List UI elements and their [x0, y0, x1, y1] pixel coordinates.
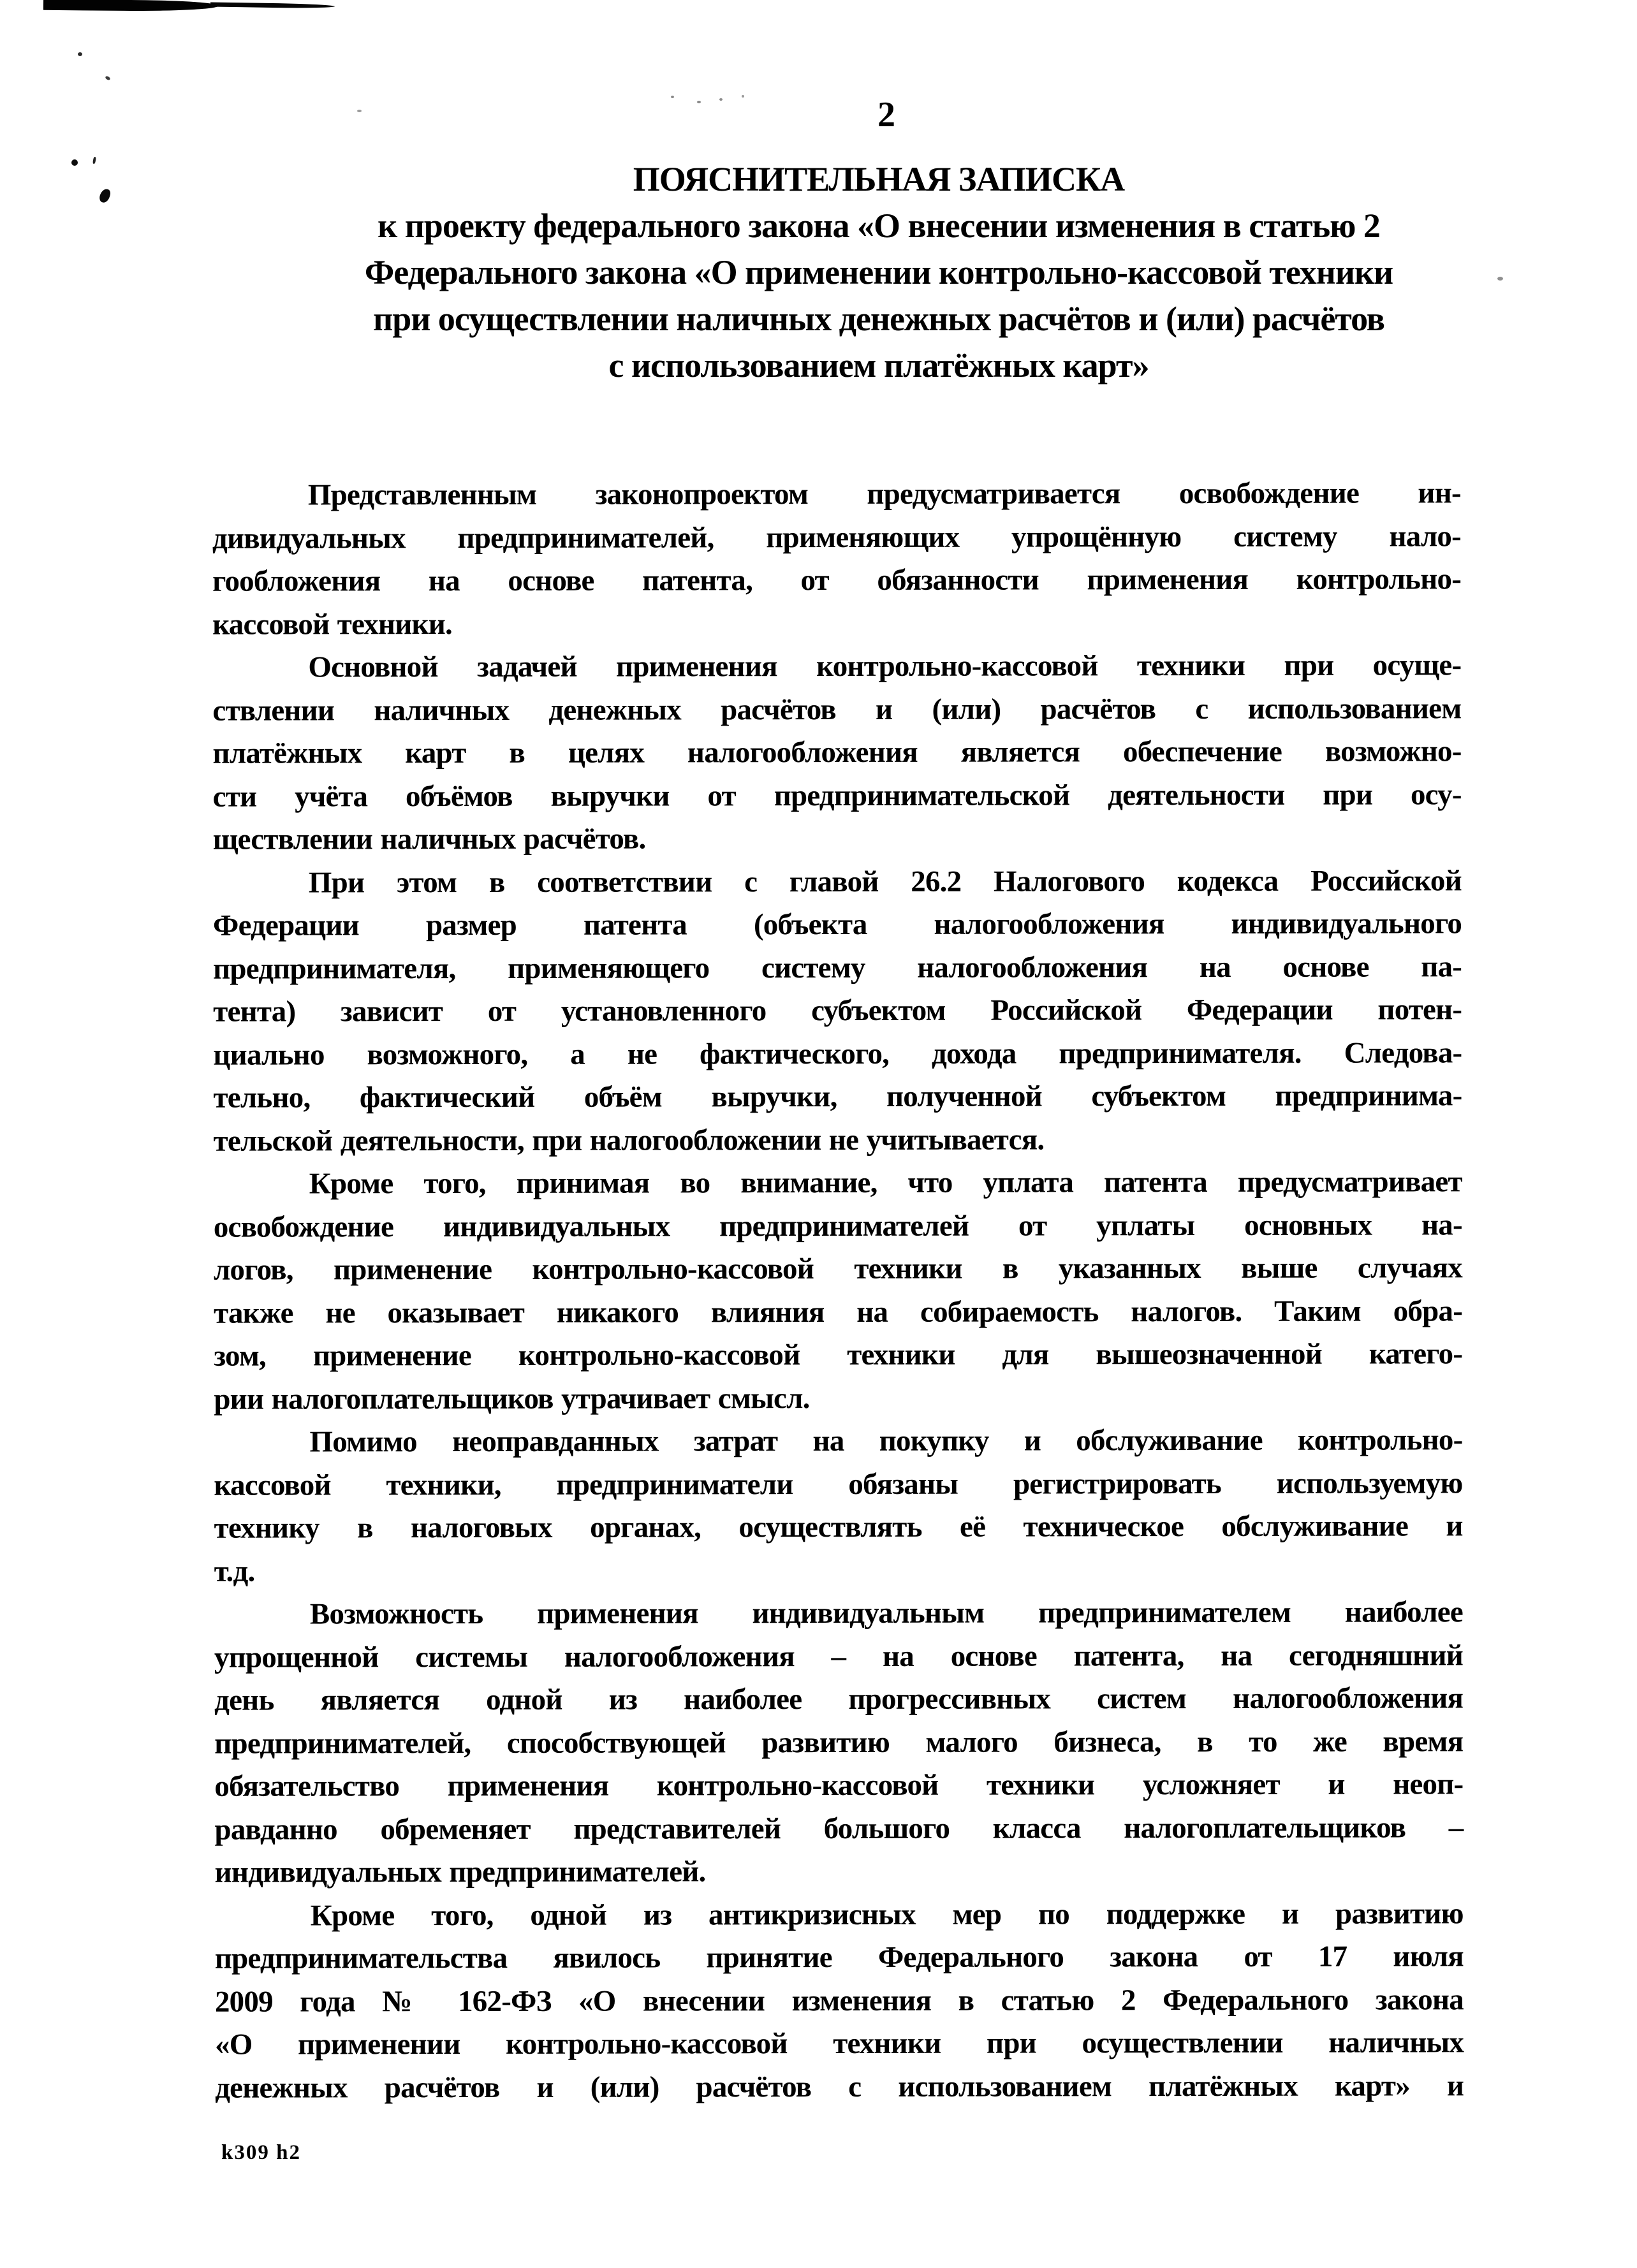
document-body	[212, 472, 1464, 2109]
body-line: циально возможного, а не фактического, дохода предпринимателя. Следова-	[213, 1035, 1462, 1072]
scan-speck	[719, 98, 723, 101]
title-line: с использованием платёжных карт»	[608, 346, 1149, 384]
body-line: «О применении контрольно-кассовой техники при осуществлении наличных	[215, 2026, 1464, 2061]
scan-speck	[697, 101, 701, 103]
body-line: технику в налоговых органах, осуществлять её техническое обслуживание и	[214, 1509, 1463, 1545]
scan-speck	[105, 75, 110, 80]
body-line: Представленным законопроектом предусматривается освобождение ин-	[307, 476, 1461, 512]
paragraph	[215, 1892, 1464, 2110]
page-number: 2	[877, 95, 895, 135]
body-line: Основной задачей применения контрольно-кассовой техники при осуще-	[308, 648, 1462, 684]
body-line: предпринимателя, применяющего систему налогообложения на основе па-	[213, 949, 1462, 986]
body-line: денежных расчётов и (или) расчётов с использованием платёжных карт» и	[215, 2068, 1464, 2105]
body-line: кассовой техники.	[212, 607, 453, 641]
body-line: платёжных карт в целях налогообложения является обеспечение возможно-	[212, 735, 1462, 770]
body-line: кассовой техники, предприниматели обязаны регистрировать используемую	[214, 1466, 1463, 1502]
scan-speck	[71, 159, 78, 166]
scan-speck	[98, 187, 112, 204]
body-line: день является одной из наиболее прогрессивных систем налогообложения	[214, 1681, 1464, 1717]
document-title	[254, 156, 1503, 389]
paragraph	[212, 644, 1462, 861]
body-line: тельно, фактический объём выручки, полученной субъектом предпринима-	[213, 1079, 1462, 1115]
scan-speck	[742, 95, 744, 98]
paragraph	[212, 472, 1461, 646]
body-line: Федерации размер патента (объекта налогообложения индивидуального	[212, 907, 1462, 942]
scan-artifact-streak	[210, 2, 335, 8]
body-line: зом, применение контрольно-кассовой техники для вышеозначенной катего-	[214, 1337, 1463, 1373]
body-line: предпринимателей, способствующей развитию малого бизнеса, в то же время	[214, 1724, 1464, 1760]
body-line: индивидуальных предпринимателей.	[214, 1855, 706, 1889]
body-line: тента) зависит от установленного субъектом Российской Федерации потен-	[213, 993, 1462, 1028]
body-line: Кроме того, принимая во внимание, что уплата патента предусматривает	[309, 1165, 1462, 1201]
body-line: также не оказывает никакого влияния на собираемость налогов. Таким обра-	[214, 1294, 1463, 1330]
body-line: освобождение индивидуальных предпринимателей от уплаты основных на-	[213, 1208, 1462, 1244]
body-line: Кроме того, одной из антикризисных мер по поддержке и развитию	[310, 1896, 1464, 1932]
paragraph	[214, 1591, 1464, 1894]
body-line: равданно обременяет представителей большого класса налогоплательщиков –	[214, 1810, 1464, 1847]
scan-speck	[78, 52, 82, 56]
body-line: предпринимательства явилось принятие Федерального закона от 17 июля	[214, 1940, 1464, 1975]
body-line: логов, применение контрольно-кассовой техники в указанных выше случаях	[213, 1251, 1462, 1287]
body-line: упрощенной системы налогообложения – на основе патента, на сегодняшний	[214, 1638, 1464, 1674]
body-line: обязательство применения контрольно-кассовой техники усложняет и неоп-	[214, 1767, 1464, 1803]
title-line: при осуществлении наличных денежных расчётов и (или) расчётов	[373, 300, 1384, 338]
title-line: Федерального закона «О применении контрольно-кассовой техники	[364, 253, 1393, 291]
footer-mark: k309 h2	[221, 2141, 301, 2164]
body-line: Помимо неоправданных затрат на покупку и обслуживание контрольно-	[309, 1423, 1463, 1459]
body-line: гообложения на основе патента, от обязанности применения контрольно-	[212, 562, 1462, 598]
paragraph	[214, 1419, 1462, 1593]
paragraph	[214, 1160, 1463, 1421]
body-line: Возможность применения индивидуальным предпринимателем наиболее	[309, 1595, 1463, 1631]
paragraph	[213, 860, 1462, 1163]
scan-speck	[357, 110, 362, 112]
body-line: дивидуальных предпринимателей, применяющих упрощённую систему нало-	[212, 519, 1461, 555]
title-line: к проекту федерального закона «О внесении изменения в статью 2	[378, 207, 1380, 245]
title-line: ПОЯСНИТЕЛЬНАЯ ЗАПИСКА	[633, 160, 1125, 198]
body-line: сти учёта объёмов выручки от предпринимательской деятельности при осу-	[212, 777, 1462, 814]
scan-speck	[92, 157, 96, 165]
body-line: т.д.	[214, 1555, 255, 1588]
body-line: ществлении наличных расчётов.	[212, 822, 646, 856]
body-line: 2009 года № 162-ФЗ «О внесении изменения в статью 2 Федерального закона	[214, 1982, 1464, 2019]
body-line: ствлении наличных денежных расчётов и (или) расчётов с использованием	[212, 691, 1462, 728]
body-line: рии налогоплательщиков утрачивает смысл.	[214, 1381, 810, 1416]
body-line: тельской деятельности, при налогообложении не учитывается.	[213, 1122, 1045, 1158]
body-line: При этом в соответствии с главой 26.2 Налогового кодекса Российской	[308, 863, 1462, 899]
scan-speck	[671, 96, 674, 98]
scan-artifact-streak	[43, 0, 219, 11]
